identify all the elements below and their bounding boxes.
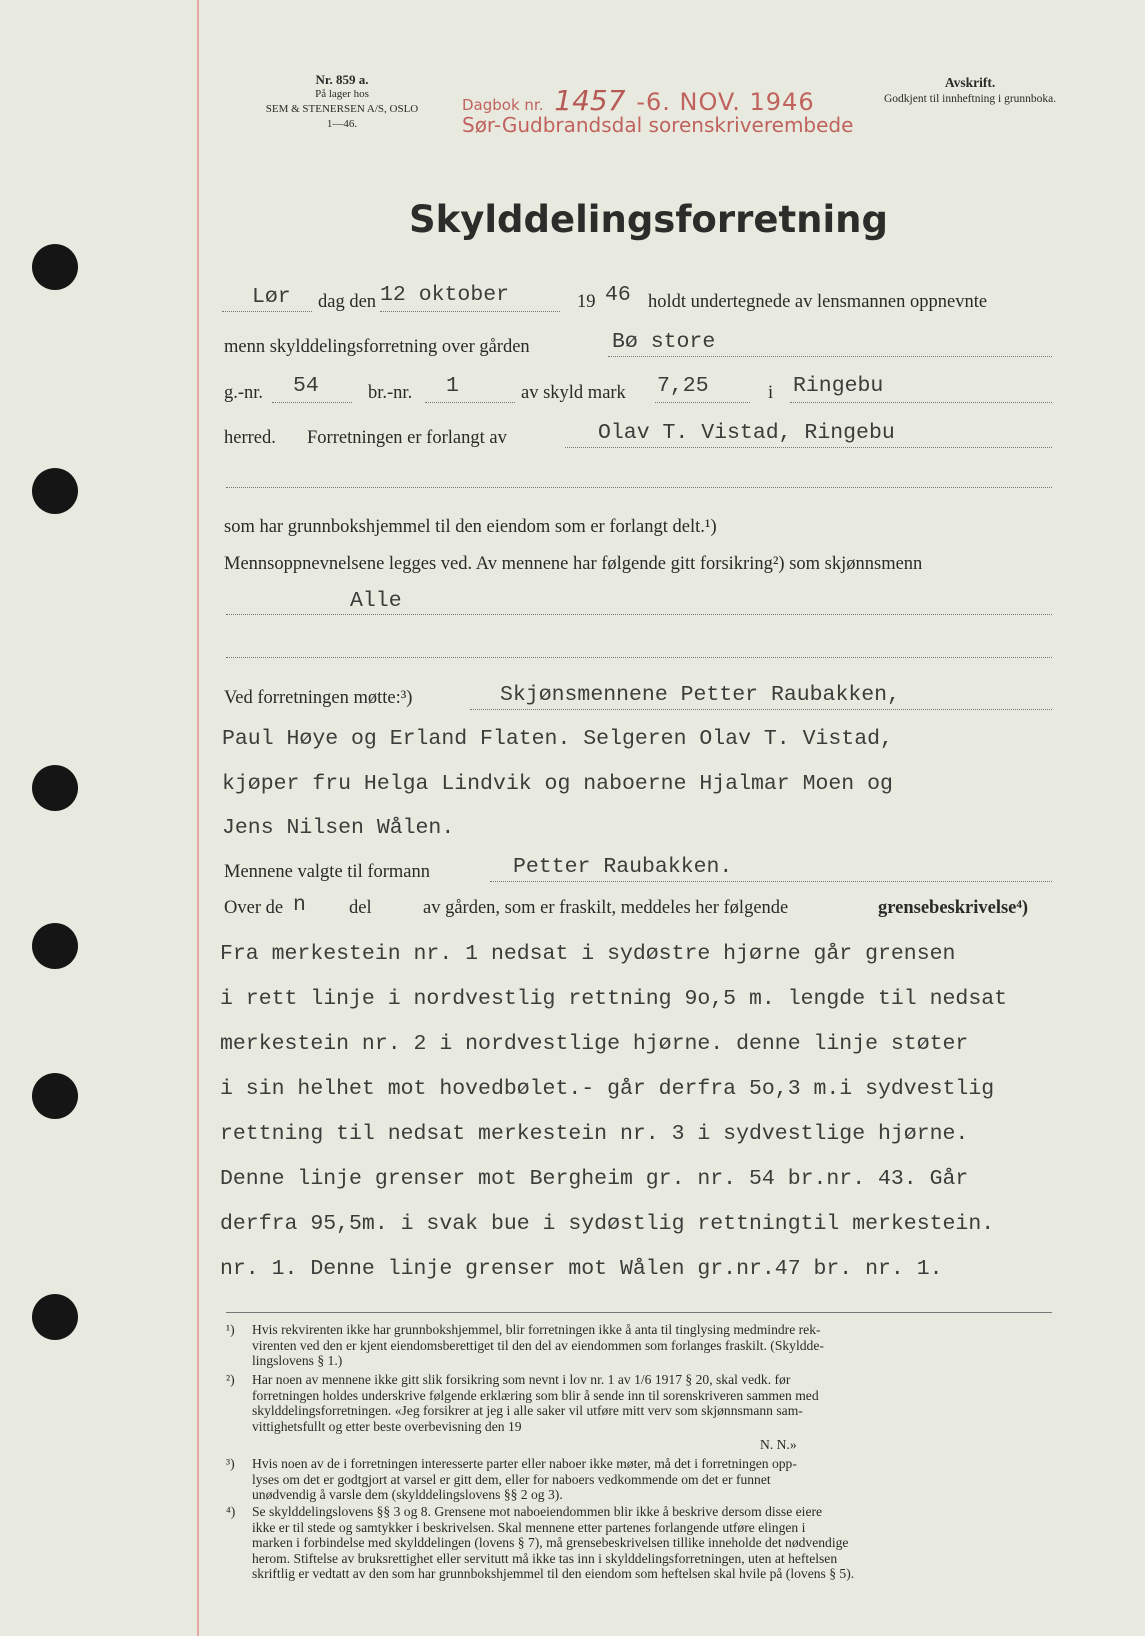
punch-hole <box>32 468 78 514</box>
footnote <box>226 1504 1056 1582</box>
printer-line: 1—46. <box>326 118 358 130</box>
requested-by-value: Olav T. Vistad, Ringebu <box>598 421 895 445</box>
stamp-number: 1457 <box>554 84 626 117</box>
municipality-value: Ringebu <box>793 374 884 398</box>
boundary-line: Fra merkestein nr. 1 nedsat i sydøstre hjørne går grensen <box>220 942 956 966</box>
boundary-line: rettning til nedsat merkestein nr. 3 i sydvestlige hjørne. <box>220 1122 969 1146</box>
attended-label: Ved forretningen møtte:³) <box>224 688 413 708</box>
chairman-value: Petter Raubakken. <box>513 855 733 879</box>
farm-value: Bø store <box>612 330 716 354</box>
boundary-line: Denne linje grenser mot Bergheim gr. nr. 54 br.nr. 43. Går <box>220 1167 969 1191</box>
over-de-fill: n <box>293 893 306 917</box>
punch-hole <box>32 1294 78 1340</box>
chairman-label: Mennene valgte til formann <box>224 862 431 882</box>
attended-line: Jens Nilsen Wålen. <box>222 816 455 840</box>
date-value: 12 oktober <box>380 283 510 307</box>
document-title: Skylddelingsforretning <box>409 198 888 241</box>
brnr-value: 1 <box>446 374 459 398</box>
dotted-line <box>425 402 515 403</box>
printer-line: På lager hos <box>315 88 369 100</box>
printer-line: SEM & STENERSEN A/S, OSLO <box>265 103 419 115</box>
footnote-number: ²) <box>226 1372 235 1387</box>
dotted-line <box>272 402 352 403</box>
held-text: holdt undertegnede av lensmannen oppnevnte <box>648 292 988 312</box>
footnote-number: ¹) <box>226 1322 235 1337</box>
dotted-line <box>222 311 312 312</box>
stamp-prefix: Dagbok nr. <box>462 96 544 114</box>
skyld-label: av skyld mark <box>521 383 626 403</box>
year-value: 46 <box>605 283 631 307</box>
attended-line: Paul Høye og Erland Flaten. Selgeren Olav T. Vistad, <box>222 727 893 751</box>
registration-stamp <box>462 84 853 137</box>
footnote <box>226 1372 1056 1434</box>
dotted-line <box>226 657 1052 658</box>
dotted-line <box>226 487 1052 488</box>
margin-line <box>197 0 199 1636</box>
footnote-number: ³) <box>226 1456 235 1471</box>
dotted-line <box>380 311 560 312</box>
punch-hole <box>32 923 78 969</box>
footnote <box>226 1322 1056 1369</box>
stamp-date: -6. NOV. 1946 <box>636 88 815 116</box>
punch-hole <box>32 244 78 290</box>
dotted-line <box>608 356 1052 357</box>
dotted-line <box>790 402 1052 403</box>
footnote-signature <box>760 1437 880 1453</box>
stamp-office: Sør-Gudbrandsdal sorenskriverembede <box>462 113 854 137</box>
year-prefix: 19 <box>577 292 596 312</box>
requested-label: Forretningen er forlangt av <box>307 428 507 448</box>
boundary-line: merkestein nr. 2 i nordvestlige hjørne. denne linje støter <box>220 1032 969 1056</box>
printer-info <box>262 72 422 132</box>
weekday-value: Lør <box>252 285 291 309</box>
mennsopp-text: Mennsoppnevnelsene legges ved. Av mennene har følgende gitt forsikring²) som skjønnsmenn <box>224 554 923 574</box>
boundary-line: i rett linje i nordvestlig rettning 9o,5 m. lengde til nedsat <box>220 987 1008 1011</box>
footnote-text: Hvis noen av de i forretningen interesserte parter eller naboer ikke møter, må det i forretningen opp- lyses om det er godtgjort at varsel er gitt dem, eller for naboers vedkommende om det er funnet unødvendig å varsle dem (skylddelingslovens §§ 2 og 3). <box>252 1456 797 1502</box>
brnr-label: br.-nr. <box>368 383 413 403</box>
dotted-line <box>565 447 1052 448</box>
over-farm-label: menn skylddelingsforretning over gården <box>224 337 530 357</box>
boundary-line: nr. 1. Denne linje grenser mot Wålen gr.nr.47 br. nr. 1. <box>220 1257 943 1281</box>
dotted-line <box>655 402 750 403</box>
gnr-value: 54 <box>293 374 319 398</box>
form-number: Nr. 859 a. <box>315 72 369 87</box>
punch-hole <box>32 765 78 811</box>
del-text: av gården, som er fraskilt, meddeles her følgende <box>423 898 789 918</box>
footnote-text: Hvis rekvirenten ikke har grunnbokshjemmel, blir forretningen ikke å anta til tinglysing medmindre rek- virenten ved den er kjent eiendomsberettiget til den del av eiendommen som forlanges fraskilt. (Skyldde- lingslovens § 1.) <box>252 1322 824 1368</box>
del-label: del <box>349 898 372 918</box>
footnote-text: Se skylddelingslovens §§ 3 og 8. Grensene mot naboeiendommen blir ikke å beskrive dersom disse eiere ikke er til stede og samtykker i beskrivelsen. Skal mennene etter partenes forlangende utføre elingen i marken i forbindelse med skylddelingen (lovens § 7), må grensebeskrivelsen tillike inneholde det nødvendige herom. Stiftelse av bruksrettighet eller servitutt må ikke tas inn i skylddelingsforretningen, uten at heftelsen skriftlig er vedtatt av den som har grunnbokshjemmel til den eiendom som heftelsen skal hvile på (lovens § 5). <box>252 1504 855 1581</box>
dotted-line <box>226 614 1052 615</box>
boundary-line: i sin helhet mot hovedbølet.- går derfra 5o,3 m.i sydvestlig <box>220 1077 995 1101</box>
dag-den-label: dag den <box>318 292 377 312</box>
herred-label: herred. <box>224 428 276 448</box>
footnote-number: ⁴) <box>226 1504 236 1519</box>
footnote <box>226 1456 1056 1503</box>
footnote-text: Har noen av mennene ikke gitt slik forsikring som nevnt i lov nr. 1 av 1/6 1917 § 20, skal vedk. før forretningen holdes underskrive følgende erklæring som blir å sende inn til sorenskriveren sammen med skylddelingsforretningen. «Jeg forsikrer at jeg i alle saker vil utføre mitt verv som skjønnsmann sam- vittighetsfullt og etter beste overbevisning den 19 <box>252 1372 819 1434</box>
grunnbok-text: som har grunnbokshjemmel til den eiendom som er forlangt delt.¹) <box>224 517 717 537</box>
footnote-divider <box>226 1312 1052 1313</box>
dotted-line <box>470 709 1052 710</box>
avskrift-title: Avskrift. <box>944 75 996 90</box>
attended-line: kjøper fru Helga Lindvik og naboerne Hjalmar Moen og <box>222 772 893 796</box>
gnr-label: g.-nr. <box>224 383 264 403</box>
punch-hole <box>32 1073 78 1119</box>
over-de-label: Over de <box>224 898 284 918</box>
avskrift-note <box>884 74 1056 108</box>
forsikring-value: Alle <box>350 589 402 613</box>
footnote-text: N. N.» <box>760 1437 797 1452</box>
dotted-line <box>490 881 1052 882</box>
boundary-line: derfra 95,5m. i svak bue i sydøstlig rettningtil merkestein. <box>220 1212 995 1236</box>
skyld-value: 7,25 <box>657 374 709 398</box>
avskrift-text: Godkjent til innheftning i grunnboka. <box>884 93 1057 105</box>
grense-label: grensebeskrivelse⁴) <box>878 898 1029 918</box>
attended-line: Skjønsmennene Petter Raubakken, <box>500 683 900 707</box>
i-label: i <box>768 383 774 403</box>
